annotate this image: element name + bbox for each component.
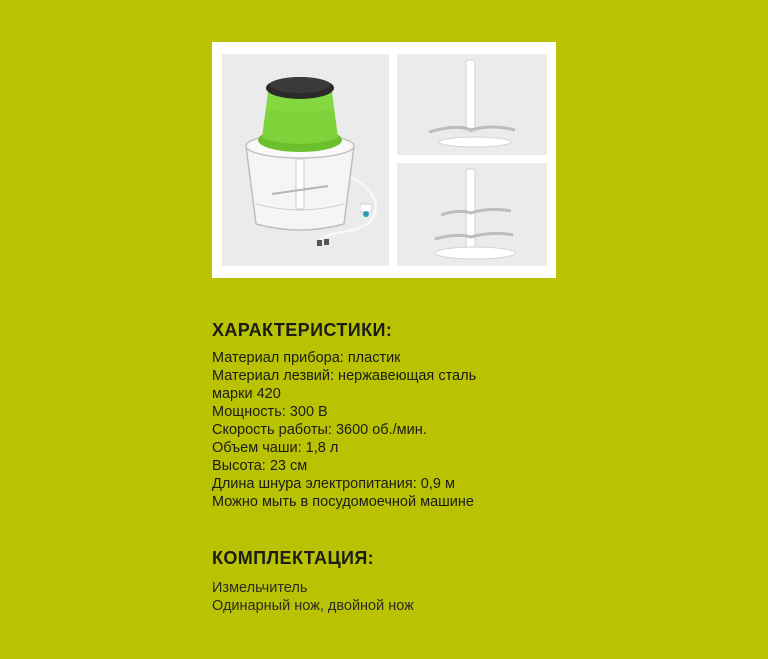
double-blade-photo (397, 163, 547, 266)
spec-line: Мощность: 300 В (212, 404, 328, 420)
specs-list (212, 349, 532, 511)
kit-list (212, 579, 532, 615)
spec-line: Длина шнура электропитания: 0,9 м (212, 476, 455, 492)
spec-line: Материал лезвий: нержавеющая сталь (212, 368, 477, 384)
spec-line: Высота: 23 см (212, 458, 308, 474)
chopper-product-photo (222, 54, 389, 266)
kit-line: Одинарный нож, двойной нож (212, 598, 414, 614)
spec-line: Объем чаши: 1,8 л (212, 440, 339, 456)
kit-section (212, 548, 532, 615)
kit-line: Измельчитель (212, 580, 308, 596)
spec-line: марки 420 (212, 386, 281, 402)
spec-line: Материал прибора: пластик (212, 350, 401, 366)
product-gallery (212, 42, 556, 278)
kit-title: КОМПЛЕКТАЦИЯ: (212, 548, 375, 568)
spec-line: Скорость работы: 3600 об./мин. (212, 422, 427, 438)
specs-section (212, 320, 532, 511)
single-blade-photo (397, 54, 547, 155)
specs-title: ХАРАКТЕРИСТИКИ: (212, 320, 393, 340)
spec-line: Можно мыть в посудомоечной машине (212, 494, 474, 510)
